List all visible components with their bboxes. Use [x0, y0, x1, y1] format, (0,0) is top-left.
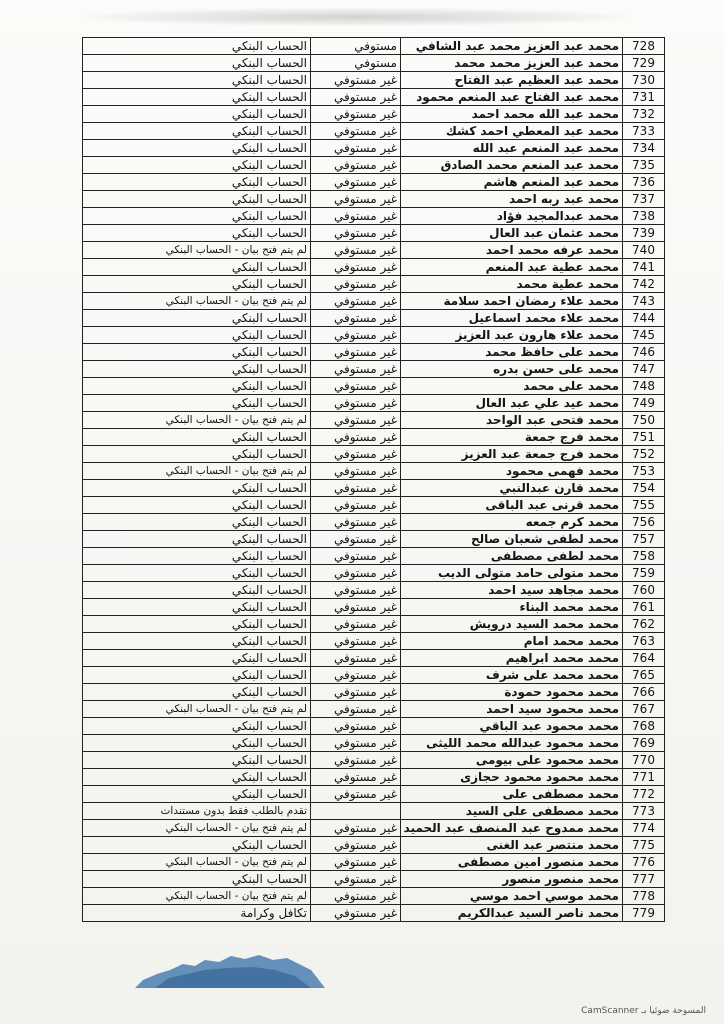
bank-account-cell: الحساب البنكي — [83, 752, 311, 769]
applicant-name: محمد عبد المنعم محمد الصادق — [401, 157, 623, 174]
row-number: 739 — [623, 225, 665, 242]
row-number: 779 — [623, 905, 665, 922]
applicant-name: محمد لطفى شعبان صالح — [401, 531, 623, 548]
table-row — [83, 361, 665, 378]
table-row — [83, 327, 665, 344]
bank-account-cell: الحساب البنكي — [83, 378, 311, 395]
status-cell: غير مستوفي — [311, 871, 401, 888]
bank-account-cell: الحساب البنكي — [83, 174, 311, 191]
applicant-name: محمد فرج جمعة عبد العزيز — [401, 446, 623, 463]
bank-account-cell: الحساب البنكي — [83, 361, 311, 378]
bank-account-cell: الحساب البنكي — [83, 106, 311, 123]
status-cell: غير مستوفي — [311, 140, 401, 157]
row-number: 736 — [623, 174, 665, 191]
table-row — [83, 38, 665, 55]
applicant-name: محمد عبدالمجيد فؤاد — [401, 208, 623, 225]
row-number: 752 — [623, 446, 665, 463]
table-row — [83, 803, 665, 820]
row-number: 746 — [623, 344, 665, 361]
row-number: 758 — [623, 548, 665, 565]
table-row — [83, 837, 665, 854]
bank-account-cell: الحساب البنكي — [83, 769, 311, 786]
table-row — [83, 225, 665, 242]
status-cell: غير مستوفي — [311, 446, 401, 463]
applicant-name: محمد مجاهد سيد احمد — [401, 582, 623, 599]
table-row — [83, 378, 665, 395]
row-number: 774 — [623, 820, 665, 837]
bank-account-cell: لم يتم فتح بيان - الحساب البنكي — [83, 820, 311, 837]
row-number: 748 — [623, 378, 665, 395]
status-cell: غير مستوفي — [311, 514, 401, 531]
status-cell: غير مستوفي — [311, 752, 401, 769]
table-row — [83, 667, 665, 684]
applicant-name: محمد موسي احمد موسي — [401, 888, 623, 905]
table-row — [83, 888, 665, 905]
applicant-name: محمد على محمد — [401, 378, 623, 395]
table-row — [83, 89, 665, 106]
bank-account-cell: الحساب البنكي — [83, 531, 311, 548]
applicant-name: محمد محمد ابراهيم — [401, 650, 623, 667]
applicant-name: محمد عطية محمد — [401, 276, 623, 293]
status-cell: غير مستوفي — [311, 72, 401, 89]
table-row — [83, 514, 665, 531]
applicant-name: محمد مصطفى على السيد — [401, 803, 623, 820]
table-row — [83, 718, 665, 735]
bank-account-cell: الحساب البنكي — [83, 871, 311, 888]
status-cell: غير مستوفي — [311, 667, 401, 684]
bank-account-cell: الحساب البنكي — [83, 718, 311, 735]
row-number: 769 — [623, 735, 665, 752]
status-cell: غير مستوفي — [311, 905, 401, 922]
row-number: 741 — [623, 259, 665, 276]
status-cell: غير مستوفي — [311, 293, 401, 310]
applicant-name: محمد علاء رمضان احمد سلامة — [401, 293, 623, 310]
applicant-name: محمد عثمان عبد العال — [401, 225, 623, 242]
applicant-name: محمد عبد العزيز محمد عبد الشافي — [401, 38, 623, 55]
table-row — [83, 582, 665, 599]
table-row — [83, 106, 665, 123]
status-cell: غير مستوفي — [311, 599, 401, 616]
bank-account-cell: الحساب البنكي — [83, 446, 311, 463]
status-cell: غير مستوفي — [311, 242, 401, 259]
applicant-name: محمد منصور امين مصطفى — [401, 854, 623, 871]
applicant-name: محمد محمد السيد درويش — [401, 616, 623, 633]
beneficiary-table — [82, 37, 665, 922]
applicant-name: محمد منصور منصور — [401, 871, 623, 888]
bank-account-cell: تكافل وكرامة — [83, 905, 311, 922]
row-number: 770 — [623, 752, 665, 769]
row-number: 771 — [623, 769, 665, 786]
applicant-name: محمد على حافظ محمد — [401, 344, 623, 361]
blue-scan-artifact — [135, 950, 325, 988]
applicant-name: محمد عبد العظيم عبد الفتاح — [401, 72, 623, 89]
table-row — [83, 446, 665, 463]
bank-account-cell: الحساب البنكي — [83, 140, 311, 157]
status-cell: غير مستوفي — [311, 786, 401, 803]
row-number: 778 — [623, 888, 665, 905]
table-row — [83, 480, 665, 497]
status-cell: غير مستوفي — [311, 174, 401, 191]
status-cell: غير مستوفي — [311, 497, 401, 514]
applicant-name: محمد كرم جمعه — [401, 514, 623, 531]
applicant-name: محمد ممدوح عبد المنصف عبد الحميد — [401, 820, 623, 837]
table-row — [83, 633, 665, 650]
table-body — [83, 38, 665, 922]
status-cell: غير مستوفي — [311, 735, 401, 752]
row-number: 767 — [623, 701, 665, 718]
applicant-name: محمد متولى حامد متولى الديب — [401, 565, 623, 582]
top-edge-smudge — [85, 8, 625, 26]
table-row — [83, 259, 665, 276]
applicant-name: محمد علاء محمد اسماعيل — [401, 310, 623, 327]
bank-account-cell: الحساب البنكي — [83, 344, 311, 361]
row-number: 777 — [623, 871, 665, 888]
bank-account-cell: الحساب البنكي — [83, 395, 311, 412]
table-row — [83, 412, 665, 429]
applicant-name: محمد عطية عبد المنعم — [401, 259, 623, 276]
status-cell: غير مستوفي — [311, 463, 401, 480]
bank-account-cell: الحساب البنكي — [83, 497, 311, 514]
table-row — [83, 599, 665, 616]
table-row — [83, 905, 665, 922]
bank-account-cell: الحساب البنكي — [83, 786, 311, 803]
row-number: 765 — [623, 667, 665, 684]
status-cell: غير مستوفي — [311, 633, 401, 650]
status-cell: غير مستوفي — [311, 854, 401, 871]
status-cell: غير مستوفي — [311, 769, 401, 786]
bank-account-cell: الحساب البنكي — [83, 225, 311, 242]
bank-account-cell: الحساب البنكي — [83, 599, 311, 616]
applicant-name: محمد محمود عبدالله محمد الليثى — [401, 735, 623, 752]
row-number: 742 — [623, 276, 665, 293]
table-row — [83, 208, 665, 225]
bank-account-cell: لم يتم فتح بيان - الحساب البنكي — [83, 463, 311, 480]
applicant-name: محمد على حسن بدره — [401, 361, 623, 378]
bank-account-cell: لم يتم فتح بيان - الحساب البنكي — [83, 412, 311, 429]
row-number: 776 — [623, 854, 665, 871]
table-row — [83, 429, 665, 446]
status-cell: غير مستوفي — [311, 276, 401, 293]
bank-account-cell: الحساب البنكي — [83, 684, 311, 701]
applicant-name: محمد محمد البناء — [401, 599, 623, 616]
status-cell: غير مستوفي — [311, 820, 401, 837]
bank-account-cell: الحساب البنكي — [83, 72, 311, 89]
row-number: 766 — [623, 684, 665, 701]
row-number: 772 — [623, 786, 665, 803]
row-number: 745 — [623, 327, 665, 344]
table-row — [83, 548, 665, 565]
row-number: 775 — [623, 837, 665, 854]
applicant-name: محمد محمد امام — [401, 633, 623, 650]
applicant-name: محمد قرنى عبد الباقى — [401, 497, 623, 514]
applicant-name: محمد عبد الفتاح عبد المنعم محمود — [401, 89, 623, 106]
applicant-name: محمد عبد المعطي احمد كشك — [401, 123, 623, 140]
status-cell: غير مستوفي — [311, 225, 401, 242]
bank-account-cell: الحساب البنكي — [83, 429, 311, 446]
bank-account-cell: الحساب البنكي — [83, 548, 311, 565]
status-cell: غير مستوفي — [311, 208, 401, 225]
table-row — [83, 820, 665, 837]
applicant-name: محمد محمود سيد احمد — [401, 701, 623, 718]
applicant-name: محمد قارن عبدالنبي — [401, 480, 623, 497]
status-cell: غير مستوفي — [311, 327, 401, 344]
bank-account-cell: الحساب البنكي — [83, 735, 311, 752]
row-number: 744 — [623, 310, 665, 327]
status-cell: غير مستوفي — [311, 89, 401, 106]
row-number: 754 — [623, 480, 665, 497]
table-row — [83, 242, 665, 259]
applicant-name: محمد محمود عبد الباقي — [401, 718, 623, 735]
table-row — [83, 293, 665, 310]
row-number: 743 — [623, 293, 665, 310]
applicant-name: محمد محمود حمودة — [401, 684, 623, 701]
applicant-name: محمد عبد المنعم هاشم — [401, 174, 623, 191]
row-number: 734 — [623, 140, 665, 157]
table-row — [83, 463, 665, 480]
applicant-name: محمد محمد على شرف — [401, 667, 623, 684]
status-cell: غير مستوفي — [311, 123, 401, 140]
status-cell: غير مستوفي — [311, 157, 401, 174]
applicant-name: محمد عبد ربه احمد — [401, 191, 623, 208]
status-cell: غير مستوفي — [311, 344, 401, 361]
applicant-name: محمد عيد علي عبد العال — [401, 395, 623, 412]
bank-account-cell: لم يتم فتح بيان - الحساب البنكي — [83, 701, 311, 718]
row-number: 764 — [623, 650, 665, 667]
applicant-name: محمد عبد المنعم عبد الله — [401, 140, 623, 157]
bank-account-cell: الحساب البنكي — [83, 259, 311, 276]
applicant-name: محمد عبد العزيز محمد محمد — [401, 55, 623, 72]
row-number: 753 — [623, 463, 665, 480]
bank-account-cell: الحساب البنكي — [83, 89, 311, 106]
table-row — [83, 55, 665, 72]
row-number: 768 — [623, 718, 665, 735]
applicant-name: محمد فرج جمعة — [401, 429, 623, 446]
table-row — [83, 123, 665, 140]
bank-account-cell: الحساب البنكي — [83, 837, 311, 854]
bank-account-cell: الحساب البنكي — [83, 667, 311, 684]
status-cell: غير مستوفي — [311, 412, 401, 429]
table-row — [83, 497, 665, 514]
row-number: 761 — [623, 599, 665, 616]
row-number: 762 — [623, 616, 665, 633]
table-row — [83, 752, 665, 769]
status-cell: غير مستوفي — [311, 429, 401, 446]
table-row — [83, 140, 665, 157]
row-number: 730 — [623, 72, 665, 89]
table-row — [83, 276, 665, 293]
status-cell: غير مستوفي — [311, 701, 401, 718]
row-number: 737 — [623, 191, 665, 208]
status-cell: غير مستوفي — [311, 888, 401, 905]
bank-account-cell: الحساب البنكي — [83, 650, 311, 667]
table-row — [83, 650, 665, 667]
applicant-name: محمد منتصر عبد الغنى — [401, 837, 623, 854]
bank-account-cell: الحساب البنكي — [83, 191, 311, 208]
table-row — [83, 854, 665, 871]
status-cell: غير مستوفي — [311, 395, 401, 412]
row-number: 747 — [623, 361, 665, 378]
bank-account-cell: الحساب البنكي — [83, 157, 311, 174]
status-cell: غير مستوفي — [311, 361, 401, 378]
status-cell: غير مستوفي — [311, 684, 401, 701]
status-cell: غير مستوفي — [311, 531, 401, 548]
bank-account-cell: الحساب البنكي — [83, 565, 311, 582]
applicant-name: محمد فهمى محمود — [401, 463, 623, 480]
status-cell: غير مستوفي — [311, 106, 401, 123]
table-row — [83, 684, 665, 701]
row-number: 755 — [623, 497, 665, 514]
bank-account-cell: الحساب البنكي — [83, 208, 311, 225]
status-cell: غير مستوفي — [311, 378, 401, 395]
table-row — [83, 769, 665, 786]
row-number: 750 — [623, 412, 665, 429]
row-number: 763 — [623, 633, 665, 650]
row-number: 740 — [623, 242, 665, 259]
table-row — [83, 344, 665, 361]
status-cell: غير مستوفي — [311, 480, 401, 497]
row-number: 729 — [623, 55, 665, 72]
bank-account-cell: الحساب البنكي — [83, 514, 311, 531]
status-cell: غير مستوفي — [311, 718, 401, 735]
bank-account-cell: الحساب البنكي — [83, 633, 311, 650]
bank-account-cell: الحساب البنكي — [83, 480, 311, 497]
bank-account-cell: الحساب البنكي — [83, 310, 311, 327]
bank-account-cell: تقدم بالطلب فقط بدون مستندات — [83, 803, 311, 820]
table-row — [83, 531, 665, 548]
applicant-name: محمد عرفه محمد احمد — [401, 242, 623, 259]
table-row — [83, 191, 665, 208]
applicant-name: محمد علاء هارون عبد العزيز — [401, 327, 623, 344]
bank-account-cell: لم يتم فتح بيان - الحساب البنكي — [83, 242, 311, 259]
bank-account-cell: الحساب البنكي — [83, 123, 311, 140]
status-cell: غير مستوفي — [311, 310, 401, 327]
bank-account-cell: لم يتم فتح بيان - الحساب البنكي — [83, 854, 311, 871]
status-cell: غير مستوفي — [311, 259, 401, 276]
bank-account-cell: الحساب البنكي — [83, 38, 311, 55]
applicant-name: محمد محمود محمود حجازى — [401, 769, 623, 786]
applicant-name: محمد ناصر السيد عبدالكريم — [401, 905, 623, 922]
row-number: 735 — [623, 157, 665, 174]
status-cell: غير مستوفي — [311, 191, 401, 208]
status-cell: غير مستوفي — [311, 650, 401, 667]
row-number: 728 — [623, 38, 665, 55]
status-cell — [311, 803, 401, 820]
bank-account-cell: لم يتم فتح بيان - الحساب البنكي — [83, 293, 311, 310]
status-cell: غير مستوفي — [311, 582, 401, 599]
table-row — [83, 395, 665, 412]
status-cell: غير مستوفي — [311, 548, 401, 565]
row-number: 759 — [623, 565, 665, 582]
applicant-name: محمد محمود على بيومى — [401, 752, 623, 769]
bank-account-cell: الحساب البنكي — [83, 276, 311, 293]
row-number: 751 — [623, 429, 665, 446]
applicant-name: محمد لطفى مصطفى — [401, 548, 623, 565]
row-number: 773 — [623, 803, 665, 820]
bank-account-cell: لم يتم فتح بيان - الحساب البنكي — [83, 888, 311, 905]
table-row — [83, 871, 665, 888]
status-cell: غير مستوفي — [311, 565, 401, 582]
status-cell: غير مستوفي — [311, 837, 401, 854]
table-row — [83, 310, 665, 327]
row-number: 749 — [623, 395, 665, 412]
table-row — [83, 616, 665, 633]
row-number: 757 — [623, 531, 665, 548]
status-cell: مستوفي — [311, 38, 401, 55]
table-row — [83, 157, 665, 174]
table-row — [83, 72, 665, 89]
row-number: 732 — [623, 106, 665, 123]
status-cell: غير مستوفي — [311, 616, 401, 633]
row-number: 756 — [623, 514, 665, 531]
bank-account-cell: الحساب البنكي — [83, 327, 311, 344]
bank-account-cell: الحساب البنكي — [83, 55, 311, 72]
applicant-name: محمد عبد الله محمد احمد — [401, 106, 623, 123]
table-row — [83, 786, 665, 803]
applicant-name: محمد فتحى عبد الواحد — [401, 412, 623, 429]
bank-account-cell: الحساب البنكي — [83, 616, 311, 633]
bank-account-cell: الحساب البنكي — [83, 582, 311, 599]
table-row — [83, 174, 665, 191]
table-row — [83, 701, 665, 718]
row-number: 738 — [623, 208, 665, 225]
row-number: 760 — [623, 582, 665, 599]
table-row — [83, 565, 665, 582]
status-cell: مستوفي — [311, 55, 401, 72]
row-number: 731 — [623, 89, 665, 106]
table-row — [83, 735, 665, 752]
row-number: 733 — [623, 123, 665, 140]
applicant-name: محمد مصطفى على — [401, 786, 623, 803]
camscanner-watermark: CamScanner المسوحة ضوئيا بـ — [581, 1006, 706, 1016]
